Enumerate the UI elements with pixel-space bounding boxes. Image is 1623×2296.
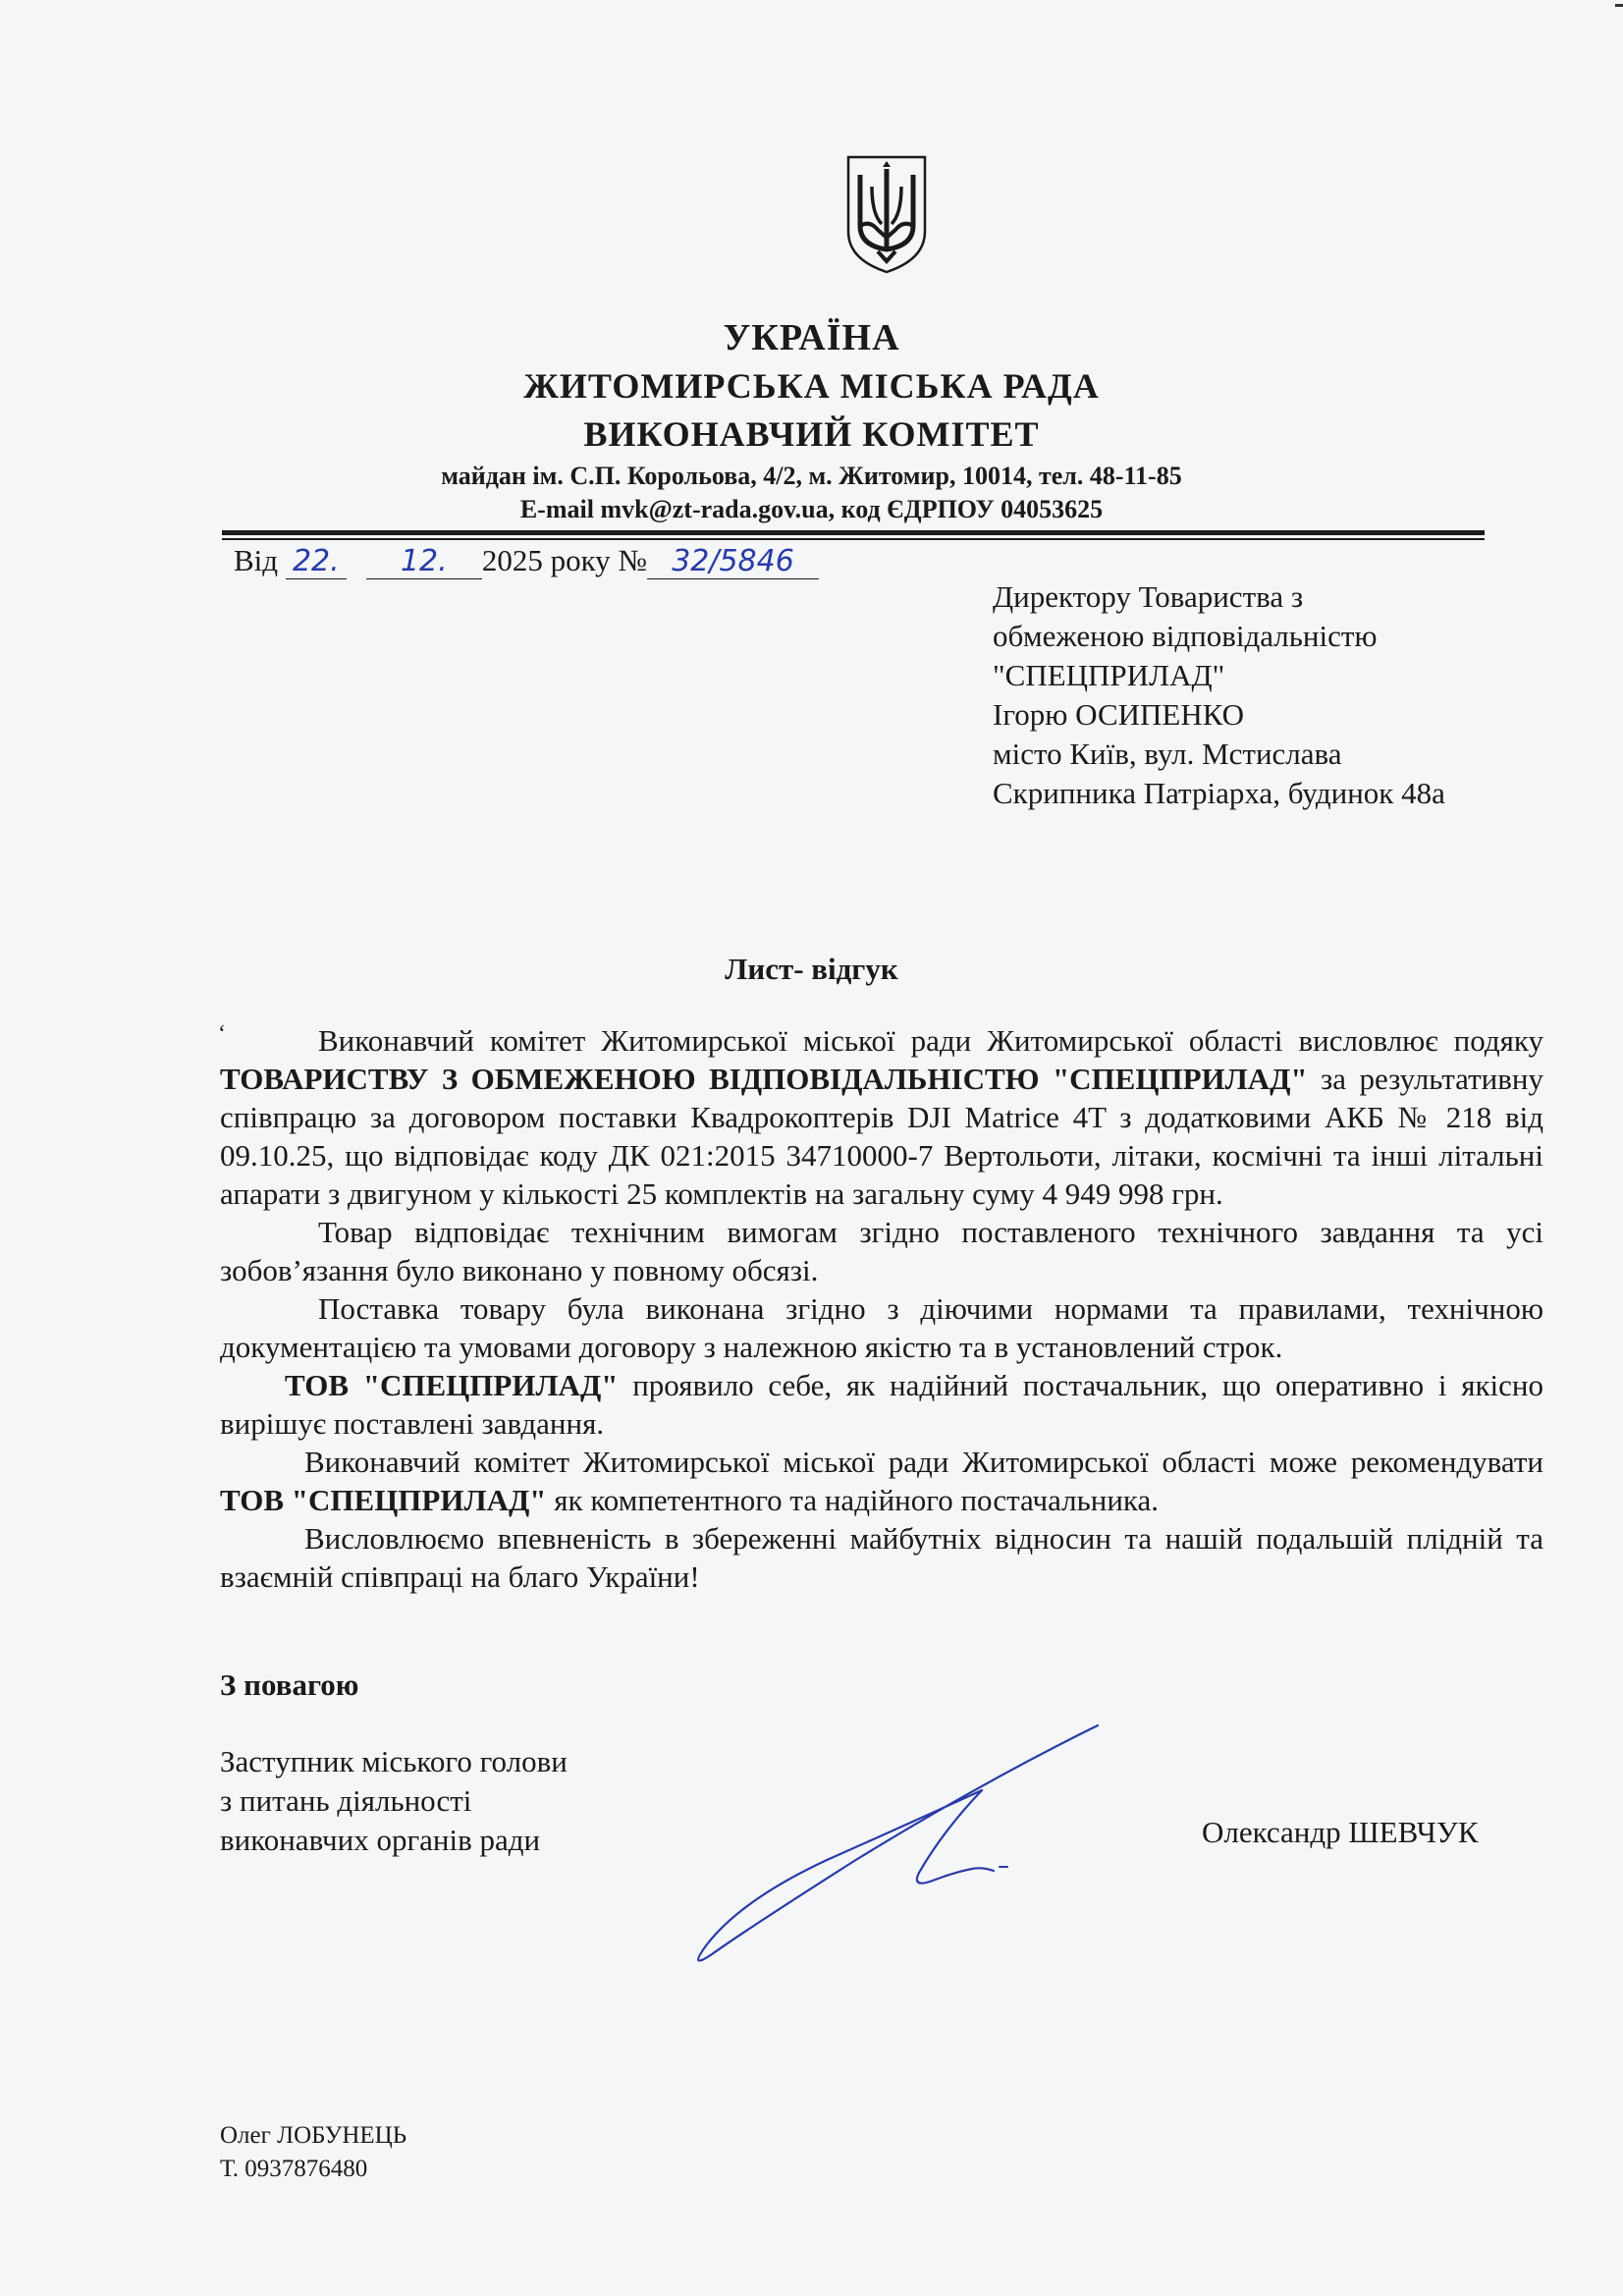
paragraph-3: Поставка товару була виконана згідно з діючими нормами та правилами, технічною документацією та умовами договору з належною якістю та в установлений строк. — [220, 1291, 1543, 1364]
paragraph-6: Висловлюємо впевненість в збереженні майбутніх відносин та нашій подальшій плідній та взаємній співпраці на благо України! — [220, 1521, 1543, 1594]
letter-body — [220, 1021, 1543, 1596]
recipient-line: Скрипника Патріарха, будинок 48а — [993, 776, 1445, 810]
paragraph-1: Виконавчий комітет Житомирської міської ради Житомирської області висловлює подяку ТОВАРИСТВУ З ОБМЕЖЕНОЮ ВІДПОВІДАЛЬНІСТЮ "СПЕЦПРИЛАД" за результативну співпрацю за договором поставки Квадрокоптерів DJI Matrice 4T з додатковими АКБ № 218 від 09.10.25, що відповідає коду ДК 021:2015 34710000-7 Вертольоти, літаки, космічні та інші літальні апарати з двигуном у кількості 25 комплектів на загальну суму 4 949 998 грн. — [220, 1023, 1543, 1211]
header-council: ЖИТОМИРСЬКА МІСЬКА РАДА — [523, 366, 1100, 406]
letter-title: Лист- відгук — [725, 952, 898, 986]
paragraph-4: ТОВ "СПЕЦПРИЛАД" проявило себе, як надійний постачальник, що оперативно і якісно вирішує поставлені завдання. — [220, 1368, 1543, 1441]
signer-position — [220, 1742, 568, 1860]
recipient-line: Директору Товариства з — [993, 579, 1304, 614]
position-line: Заступник міського голови — [220, 1744, 568, 1778]
header-country: УКРАЇНА — [723, 317, 900, 358]
recipient-line: обмеженою відповідальністю — [993, 619, 1378, 653]
executor-phone: Т. 0937876480 — [220, 2156, 368, 2182]
recipient-line: Ігорю ОСИПЕНКО — [993, 697, 1245, 732]
position-line: з питань діяльності — [220, 1783, 472, 1818]
coat-of-arms-trident-icon — [842, 153, 931, 276]
reference-month: 12. — [366, 543, 482, 579]
recipient-block — [993, 577, 1445, 813]
reference-from-label: Від — [234, 543, 279, 577]
header-address: майдан ім. С.П. Корольова, 4/2, м. Житомир, 10014, тел. 48-11-85 — [441, 462, 1182, 490]
reference-day: 22. — [286, 543, 347, 579]
header-divider-thick — [222, 530, 1485, 535]
executor-name: Олег ЛОБУНЕЦЬ — [220, 2122, 407, 2149]
scan-edge-mark — [1615, 4, 1623, 7]
header-committee: ВИКОНАВЧИЙ КОМІТЕТ — [583, 414, 1040, 454]
stray-mark: ‘ — [218, 1021, 226, 1047]
recipient-line: місто Київ, вул. Мстислава — [993, 737, 1342, 771]
paragraph-2: Товар відповідає технічним вимогам згідно поставленого технічного завдання та усі зобов’язання було виконано у повному обсязі. — [220, 1215, 1543, 1287]
executor-block — [220, 2119, 406, 2186]
header-contacts: E-mail mvk@zt-rada.gov.ua, код ЄДРПОУ 04053625 — [519, 495, 1104, 523]
closing-regards: З повагою — [220, 1667, 359, 1702]
reference-number: 32/5846 — [647, 543, 819, 579]
position-line: виконавчих органів ради — [220, 1823, 541, 1857]
reference-year: 2025 року № — [481, 543, 648, 577]
header-divider-thin — [222, 538, 1485, 540]
recipient-line: "СПЕЦПРИЛАД" — [993, 658, 1225, 692]
paragraph-5: Виконавчий комітет Житомирської міської ради Житомирської області може рекомендувати ТОВ "СПЕЦПРИЛАД" як компетентного та надійного постачальника. — [220, 1445, 1543, 1517]
handwritten-signature — [687, 1714, 1119, 1969]
signer-name: Олександр ШЕВЧУК — [1202, 1815, 1479, 1849]
reference-line — [234, 543, 819, 579]
